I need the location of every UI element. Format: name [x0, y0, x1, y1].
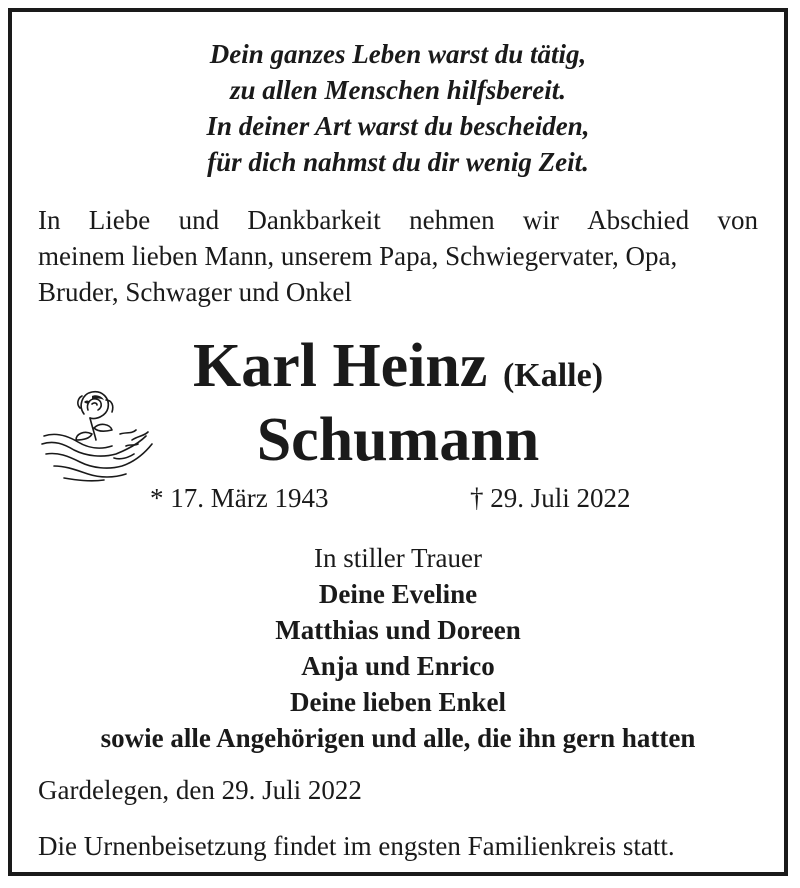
- intro-word: und: [178, 205, 220, 235]
- intro-line-1: [38, 202, 758, 238]
- obituary-frame: [8, 8, 788, 876]
- deceased-first-names: Karl Heinz: [192, 332, 488, 400]
- mourners: [12, 540, 784, 756]
- mourner-name: Deine lieben Enkel: [289, 687, 506, 717]
- poem: [12, 36, 784, 180]
- deceased-nickname: (Kalle): [502, 357, 604, 394]
- intro-word: von: [717, 205, 758, 235]
- mourner-name: Matthias und Doreen: [275, 615, 521, 645]
- intro-word: Abschied: [587, 205, 690, 235]
- poem-line: für dich nahmst du dir wenig Zeit.: [207, 147, 589, 177]
- deceased-surname: Schumann: [256, 406, 540, 474]
- funeral-note: Die Urnenbeisetzung findet im engsten Familienkreis statt.: [38, 831, 675, 861]
- mourner-name: Anja und Enrico: [301, 651, 495, 681]
- intro-text: [38, 202, 758, 310]
- intro-word: Dankbarkeit: [247, 205, 381, 235]
- rose-in-hands-icon: [34, 374, 158, 492]
- poem-line: zu allen Menschen hilfsbereit.: [229, 75, 567, 105]
- birth-date: * 17. März 1943: [150, 483, 329, 513]
- intro-word: wir: [522, 205, 559, 235]
- intro-line-3: Bruder, Schwager und Onkel: [38, 277, 352, 307]
- intro-line-2: meinem lieben Mann, unserem Papa, Schwiegervater, Opa,: [38, 241, 678, 271]
- mourners-intro: In stiller Trauer: [314, 543, 482, 573]
- mourner-name: sowie alle Angehörigen und alle, die ihn gern hatten: [100, 723, 696, 753]
- intro-word: Liebe: [88, 205, 151, 235]
- intro-word: In: [38, 205, 61, 235]
- place-date: Gardelegen, den 29. Juli 2022: [38, 775, 362, 805]
- mourner-name: Deine Eveline: [318, 579, 478, 609]
- poem-line: Dein ganzes Leben warst du tätig,: [209, 39, 587, 69]
- poem-line: In deiner Art warst du bescheiden,: [206, 111, 590, 141]
- death-date: † 29. Juli 2022: [470, 483, 631, 513]
- intro-word: nehmen: [409, 205, 495, 235]
